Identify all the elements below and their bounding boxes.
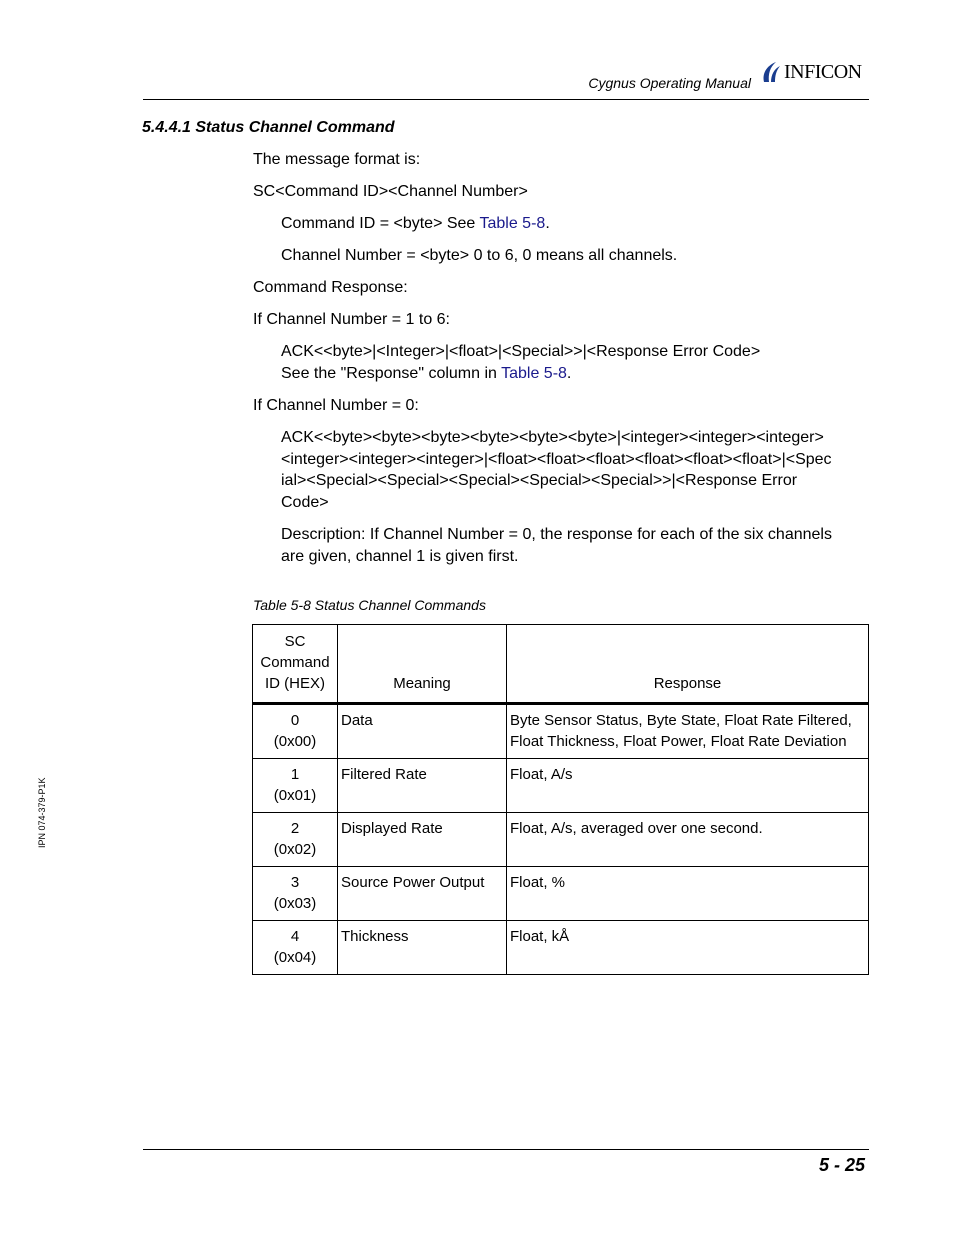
channel-number-text: Channel Number = <byte> 0 to 6, 0 means all channels. bbox=[281, 247, 678, 264]
cell-id bbox=[253, 813, 338, 867]
header-id-line1: SC bbox=[284, 633, 306, 650]
cell-meaning: Displayed Rate bbox=[338, 813, 507, 867]
see-response-text: See the "Response" column in bbox=[281, 365, 502, 382]
hex-value: (0x04) bbox=[273, 949, 317, 966]
description-line-1: Description: If Channel Number = 0, the response for each of the six channels bbox=[281, 526, 832, 543]
header-meaning: Meaning bbox=[338, 625, 507, 704]
table-row bbox=[253, 704, 869, 759]
inficon-logo bbox=[760, 60, 872, 84]
cell-response bbox=[507, 759, 869, 813]
id-value: 4 bbox=[290, 928, 300, 945]
command-id-text: Command ID = <byte> See bbox=[281, 215, 480, 232]
status-channel-table bbox=[252, 624, 869, 975]
see-response-suffix: . bbox=[566, 365, 572, 382]
message-format-text: The message format is: bbox=[253, 151, 421, 168]
cell-meaning: Data bbox=[338, 704, 507, 759]
header-command-id bbox=[253, 625, 338, 704]
header-rule bbox=[143, 99, 869, 100]
id-value: 0 bbox=[290, 712, 300, 729]
cell-response bbox=[507, 921, 869, 975]
response-line: Float, A/s bbox=[510, 766, 573, 783]
ack-all-line-2: <integer><integer><integer>|<float><float><float><float><float><float>|<Spec bbox=[281, 451, 832, 468]
ack-single-text: ACK<<byte>|<Integer>|<float>|<Special>>|<Response Error Code> bbox=[281, 343, 761, 360]
logo-wordmark: INFICON bbox=[784, 61, 862, 83]
hex-value: (0x00) bbox=[273, 733, 317, 750]
cell-id bbox=[253, 704, 338, 759]
cell-meaning: Thickness bbox=[338, 921, 507, 975]
response-line: Float Thickness, Float Power, Float Rate Deviation bbox=[510, 733, 847, 750]
response-line: Float, kÅ bbox=[510, 928, 570, 945]
cell-meaning: Source Power Output bbox=[338, 867, 507, 921]
if-0-text: If Channel Number = 0: bbox=[253, 397, 419, 414]
description-line-2: are given, channel 1 is given first. bbox=[281, 548, 519, 565]
cell-response bbox=[507, 867, 869, 921]
header-id-line3: ID (HEX) bbox=[265, 675, 325, 692]
hex-value: (0x01) bbox=[273, 787, 317, 804]
command-id-line bbox=[281, 213, 550, 235]
id-value: 2 bbox=[290, 820, 300, 837]
cell-response bbox=[507, 704, 869, 759]
page-number: 5 - 25 bbox=[818, 1155, 865, 1175]
cell-meaning: Filtered Rate bbox=[338, 759, 507, 813]
table-row bbox=[253, 921, 869, 975]
response-line: Float, A/s, averaged over one second. bbox=[510, 820, 763, 837]
syntax-text: SC<Command ID><Channel Number> bbox=[253, 183, 528, 200]
table-header-row bbox=[253, 625, 869, 704]
table-row bbox=[253, 867, 869, 921]
inficon-swoosh-icon bbox=[760, 60, 782, 84]
manual-title: Cygnus Operating Manual bbox=[588, 75, 751, 91]
command-response-text: Command Response: bbox=[253, 279, 408, 296]
response-line: Float, % bbox=[510, 874, 566, 891]
cell-id bbox=[253, 867, 338, 921]
header-response: Response bbox=[507, 625, 869, 704]
hex-value: (0x03) bbox=[273, 895, 317, 912]
table-row bbox=[253, 759, 869, 813]
response-line: Byte Sensor Status, Byte State, Float Rate Filtered, bbox=[510, 712, 852, 729]
table-caption: Table 5-8 Status Channel Commands bbox=[253, 597, 486, 613]
footer-rule bbox=[143, 1149, 869, 1150]
command-id-suffix: . bbox=[545, 215, 550, 232]
cell-id bbox=[253, 759, 338, 813]
table-row bbox=[253, 813, 869, 867]
cell-id bbox=[253, 921, 338, 975]
hex-value: (0x02) bbox=[273, 841, 317, 858]
table-5-8-link[interactable]: Table 5-8 bbox=[479, 215, 546, 232]
ack-all-line-1: ACK<<byte><byte><byte><byte><byte><byte>|<integer><integer><integer> bbox=[281, 429, 824, 446]
section-heading: 5.4.4.1 Status Channel Command bbox=[142, 119, 395, 136]
table-5-8-link-2[interactable]: Table 5-8 bbox=[501, 365, 567, 382]
see-response-line bbox=[281, 363, 571, 385]
ack-all-line-3: ial><Special><Special><Special><Special><Special>>|<Response Error bbox=[281, 472, 798, 489]
if-1-to-6-text: If Channel Number = 1 to 6: bbox=[253, 311, 450, 328]
header-id-line2: Command bbox=[260, 654, 330, 671]
ipn-label: IPN 074-379-P1K bbox=[37, 777, 47, 848]
id-value: 3 bbox=[290, 874, 300, 891]
ack-all-line-4: Code> bbox=[281, 494, 329, 511]
cell-response bbox=[507, 813, 869, 867]
id-value: 1 bbox=[290, 766, 300, 783]
